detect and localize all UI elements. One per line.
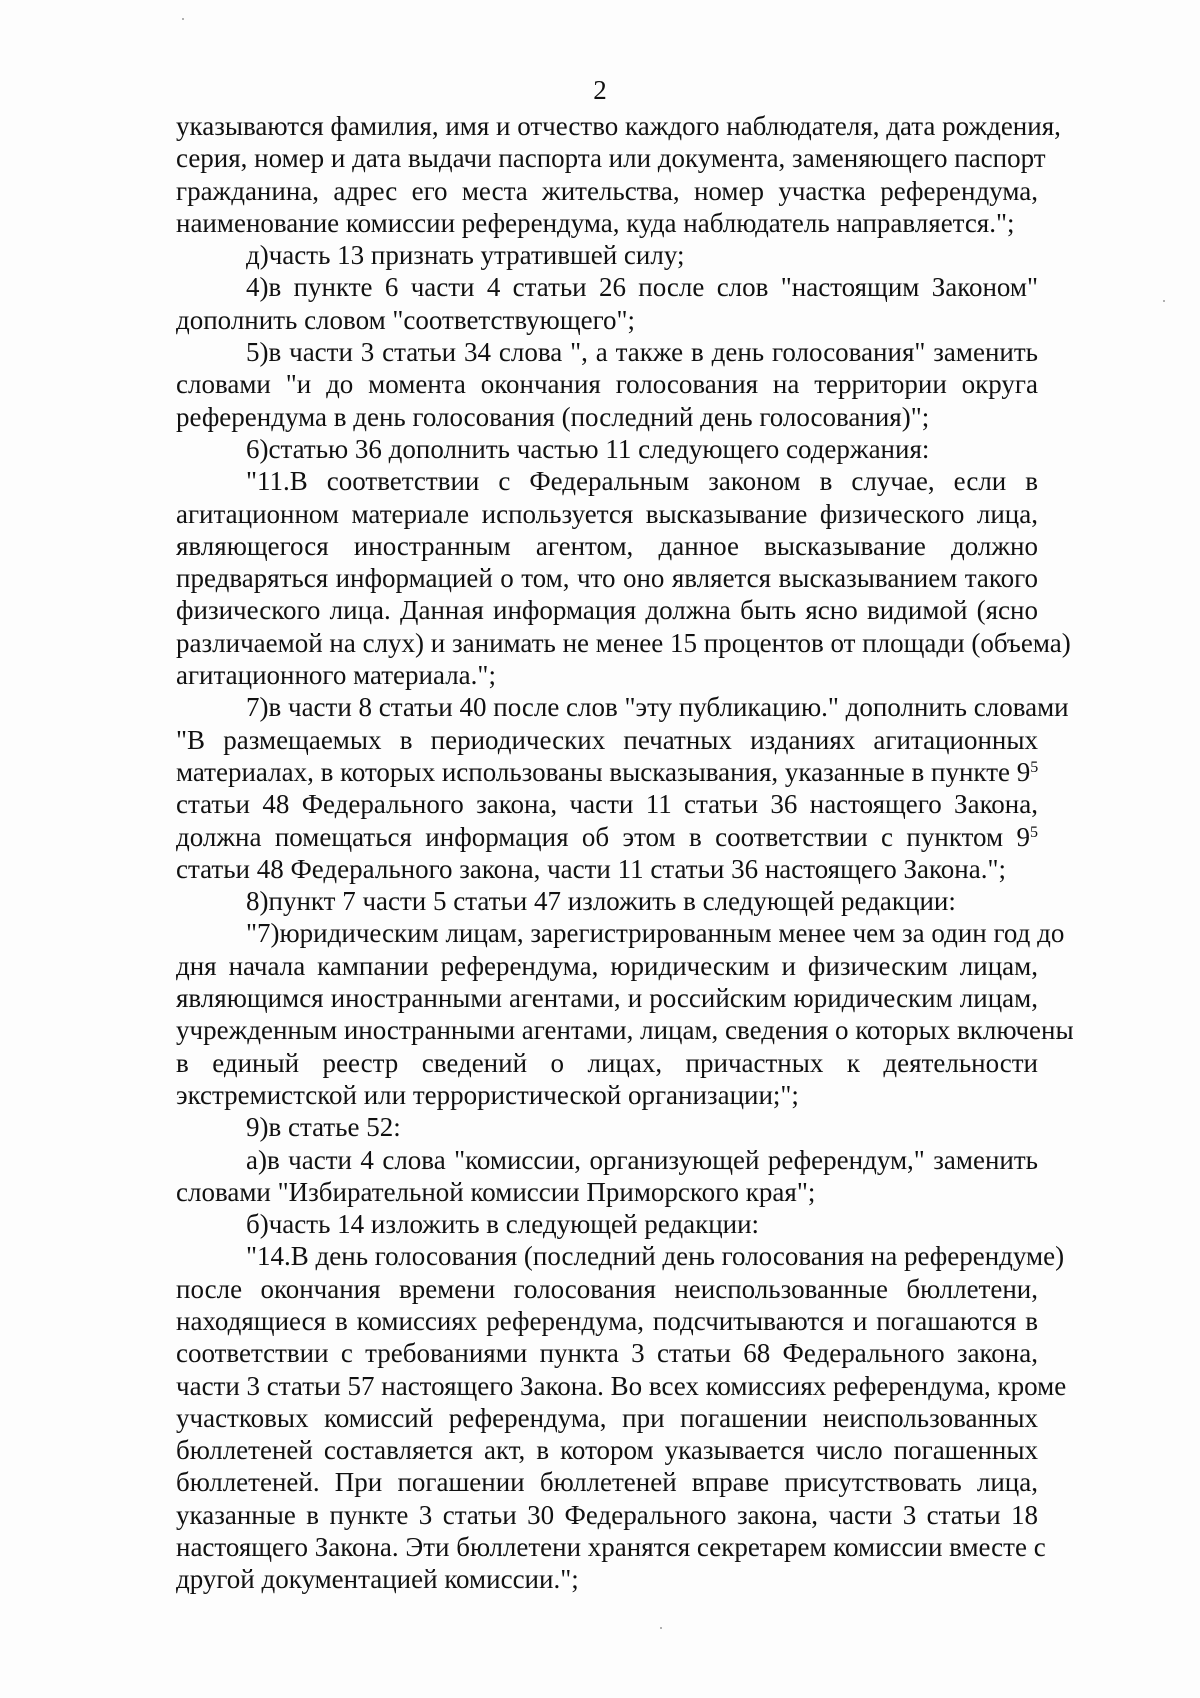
text-line: 9)в статье 52:: [246, 1112, 401, 1143]
text-line: дополнить словом "соответствующего";: [176, 304, 636, 335]
text-line: настоящего Закона. Эти бюллетени хранятся секретарем комиссии вместе с: [176, 1532, 1046, 1563]
text-line: находящиеся в комиссиях референдума, подсчитываются и погашаются в: [176, 1305, 1038, 1336]
text-line: д)часть 13 признать утратившей силу;: [246, 240, 685, 271]
text-line: участковых комиссий референдума, при погашении неиспользованных: [176, 1402, 1038, 1433]
document-body: [176, 110, 1074, 1596]
text-line: словами "Избирательной комиссии Приморского края";: [176, 1176, 816, 1207]
text-line: дня начала кампании референдума, юридическим и физическим лицам,: [176, 950, 1038, 981]
text-line: учрежденным иностранными агентами, лицам, сведения о которых включены: [176, 1015, 1074, 1046]
scan-speck: [1163, 300, 1165, 302]
text-line: 4)в пункте 6 части 4 статьи 26 после слов "настоящим Законом": [246, 272, 1038, 303]
text-line: указанные в пункте 3 статьи 30 Федерального закона, части 3 статьи 18: [176, 1499, 1038, 1530]
text-line: в единый реестр сведений о лицах, причастных к деятельности: [176, 1047, 1038, 1078]
text-line: различаемой на слух) и занимать не менее 15 процентов от площади (объема): [176, 627, 1071, 658]
text-line: референдума в день голосования (последний день голосования)";: [176, 401, 930, 432]
text-line: должна помещаться информация об этом в соответствии с пунктом $9^5$: [176, 821, 1038, 852]
superscript: 5: [1030, 823, 1038, 841]
scan-speck: [660, 1627, 662, 1629]
text-line: после окончания времени голосования неиспользованные бюллетени,: [176, 1273, 1038, 1304]
text-line: соответствии с требованиями пункта 3 статьи 68 Федерального закона,: [176, 1338, 1038, 1369]
text-line: экстремистской или террористической организации;";: [176, 1079, 799, 1110]
text-line: бюллетеней. При погашении бюллетеней вправе присутствовать лица,: [176, 1467, 1038, 1498]
text-line: 8)пункт 7 части 5 статьи 47 изложить в следующей редакции:: [246, 886, 956, 917]
text-line: агитационного материала.";: [176, 660, 496, 691]
text-line: агитационном материале используется высказывание физического лица,: [176, 498, 1038, 529]
text-line: словами "и до момента окончания голосования на территории округа: [176, 369, 1038, 400]
text-line: а)в части 4 слова "комиссии, организующей референдум," заменить: [246, 1144, 1038, 1175]
text-line: "11.В соответствии с Федеральным законом в случае, если в: [246, 466, 1038, 497]
text-line: бюллетеней составляется акт, в котором указывается число погашенных: [176, 1435, 1038, 1466]
text-line: 7)в части 8 статьи 40 после слов "эту публикацию." дополнить словами: [246, 692, 1069, 723]
text-line: наименование комиссии референдума, куда наблюдатель направляется.";: [176, 207, 1015, 238]
text-line: 6)статью 36 дополнить частью 11 следующего содержания:: [246, 433, 930, 464]
text-line: "14.В день голосования (последний день голосования на референдуме): [246, 1241, 1065, 1272]
text-line: статьи 48 Федерального закона, части 11 статьи 36 настоящего Закона,: [176, 789, 1038, 820]
text-line: физического лица. Данная информация должна быть ясно видимой (ясно: [176, 595, 1038, 626]
text-line: 5)в части 3 статьи 34 слова ", а также в день голосования" заменить: [246, 337, 1038, 368]
text-line: гражданина, адрес его места жительства, номер участка референдума,: [176, 175, 1038, 206]
text-line: указываются фамилия, имя и отчество каждого наблюдателя, дата рождения,: [176, 111, 1061, 141]
text-line: являющегося иностранным агентом, данное высказывание должно: [176, 530, 1038, 561]
superscript: 5: [1030, 758, 1039, 776]
text-line: "В размещаемых в периодических печатных изданиях агитационных: [176, 724, 1038, 755]
text-line: материалах, в которых использованы высказывания, указанные в пункте $9^5$: [176, 756, 1039, 787]
text-line: статьи 48 Федерального закона, части 11 статьи 36 настоящего Закона.";: [176, 853, 1006, 884]
text-line: предваряться информацией о том, что оно является высказыванием такого: [176, 563, 1038, 594]
scan-speck: [182, 18, 184, 20]
text-line: части 3 статьи 57 настоящего Закона. Во всех комиссиях референдума, кроме: [176, 1370, 1067, 1401]
text-line: другой документацией комиссии.";: [176, 1564, 579, 1595]
text-line: являющимся иностранными агентами, и российским юридическим лицам,: [176, 983, 1038, 1014]
text-line: серия, номер и дата выдачи паспорта или документа, заменяющего паспорт: [176, 143, 1046, 174]
page-number: 2: [593, 75, 607, 105]
text-line: "7)юридическим лицам, зарегистрированным менее чем за один год до: [246, 918, 1065, 949]
text-line: б)часть 14 изложить в следующей редакции:: [246, 1209, 760, 1240]
